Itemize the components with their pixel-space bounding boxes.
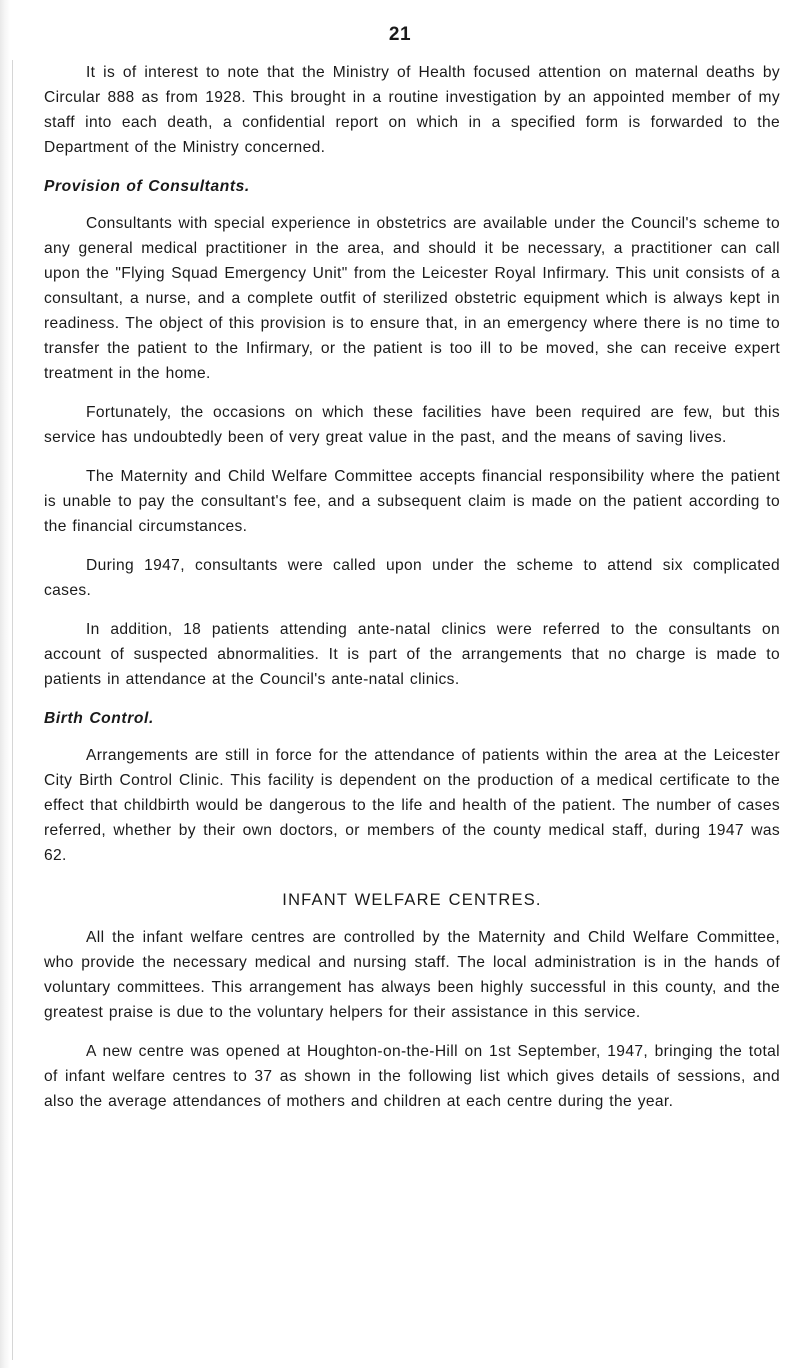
consultants-paragraph-5: In addition, 18 patients attending ante-natal clinics were referred to the consultants on account of suspected abnormalities. It is part of the arrangements that no charge is made to patients in attendance at the Council's ante-natal clinics. bbox=[44, 621, 780, 688]
intro-paragraph: It is of interest to note that the Ministry of Health focused attention on maternal deaths by Circular 888 as from 1928. This brought in a routine investigation by an appointed member of my staff into each death, a confidential report on which in a specified form is forwarded to the Department of the Ministry concerned. bbox=[44, 64, 780, 156]
provision-of-consultants-heading: Provision of Consultants. bbox=[44, 178, 250, 195]
infant-welfare-paragraph-2: A new centre was opened at Houghton-on-the-Hill on 1st September, 1947, bringing the total of infant welfare centres to 37 as shown in the following list which gives details of sessions, and also the average attendances of mothers and children at each centre during the year. bbox=[44, 1043, 780, 1110]
birth-control-paragraph: Arrangements are still in force for the attendance of patients within the area at the Leicester City Birth Control Clinic. This facility is dependent on the production of a medical certificate to the effect that childbirth would be dangerous to the life and health of the patient. The number of cases referred, whether by their own doctors, or members of the county medical staff, during 1947 was 62. bbox=[44, 747, 780, 864]
consultants-paragraph-2: Fortunately, the occasions on which these facilities have been required are few, but this service has undoubtedly been of very great value in the past, and the means of saving lives. bbox=[44, 404, 780, 446]
infant-welfare-centres-heading: INFANT WELFARE CENTRES. bbox=[282, 891, 542, 909]
scan-edge bbox=[0, 0, 10, 1368]
page-number: 21 bbox=[388, 24, 412, 45]
consultants-paragraph-3: The Maternity and Child Welfare Committee accepts financial responsibility where the patient is unable to pay the consultant's fee, and a subsequent claim is made on the patient according to the financial circumstances. bbox=[44, 468, 780, 535]
scan-margin-line bbox=[12, 60, 13, 1360]
infant-welfare-paragraph-1: All the infant welfare centres are controlled by the Maternity and Child Welfare Committee, who provide the necessary medical and nursing staff. The local administration is in the hands of voluntary committees. This arrangement has always been highly successful in this county, and the greatest praise is due to the voluntary helpers for their assistance in this service. bbox=[44, 929, 780, 1021]
consultants-paragraph-1: Consultants with special experience in obstetrics are available under the Council's scheme to any general medical practitioner in the area, and should it be necessary, a practitioner can call upon the "Flying Squad Emergency Unit" from the Leicester Royal Infirmary. This unit consists of a consultant, a nurse, and a complete outfit of sterilized obstetric equipment which is always kept in readiness. The object of this provision is to ensure that, in an emergency where there is no time to transfer the patient to the Infirmary, or the patient is too ill to be moved, she can receive expert treatment in the home. bbox=[44, 215, 780, 382]
document-body bbox=[44, 60, 780, 1128]
consultants-paragraph-4: During 1947, consultants were called upon under the scheme to attend six complicated cases. bbox=[44, 557, 780, 599]
birth-control-heading: Birth Control. bbox=[44, 710, 154, 727]
